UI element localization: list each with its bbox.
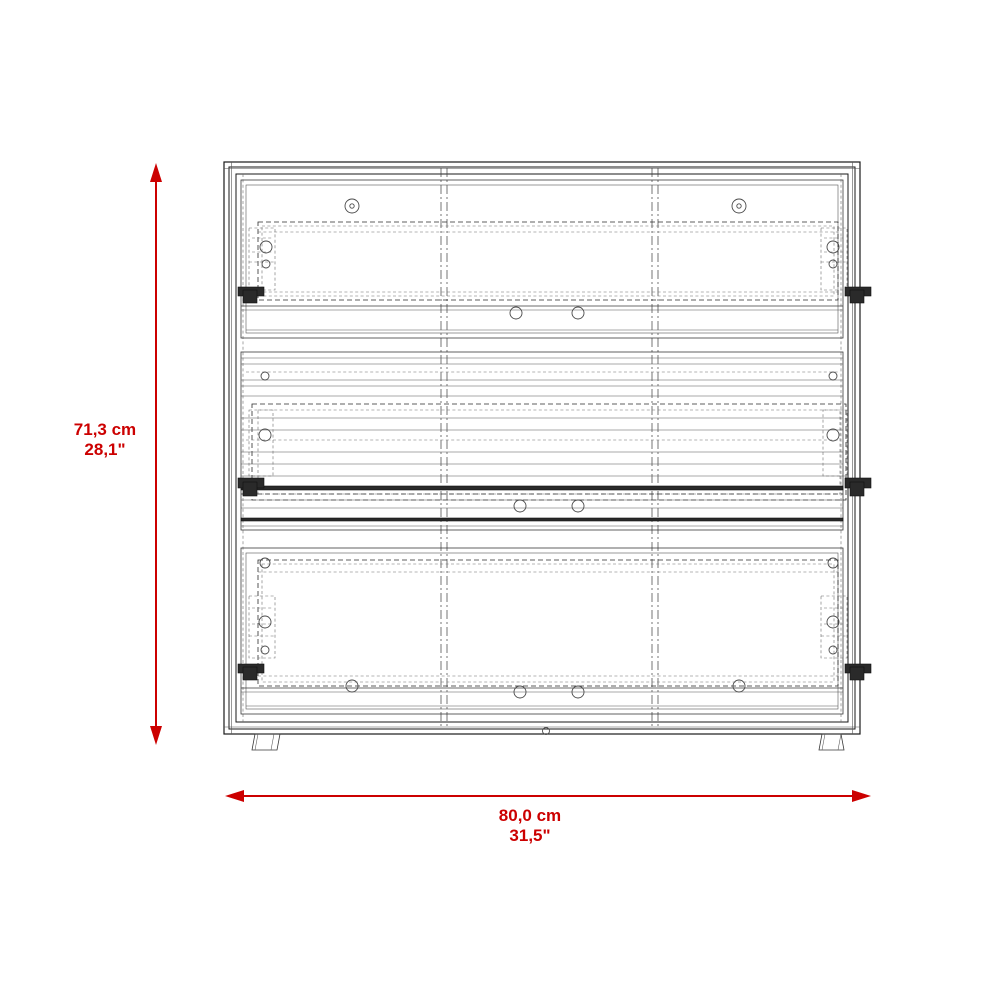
drawer-row-bottom <box>238 548 871 735</box>
height-imperial-value: 28,1" <box>84 440 126 460</box>
width-imperial-value: 31,5" <box>509 826 551 846</box>
drawer-row-top <box>238 180 871 338</box>
width-dimension-label <box>440 806 620 846</box>
height-dimension-label <box>50 420 160 460</box>
cabinet-outline <box>224 162 860 734</box>
cabinet-feet <box>252 734 844 750</box>
internal-divider-lines <box>243 168 841 728</box>
height-metric-value: 71,3 cm <box>73 420 137 439</box>
width-metric-value: 80,0 cm <box>498 806 562 825</box>
drawer-row-middle <box>238 352 871 530</box>
width-dimension-line <box>225 790 871 802</box>
